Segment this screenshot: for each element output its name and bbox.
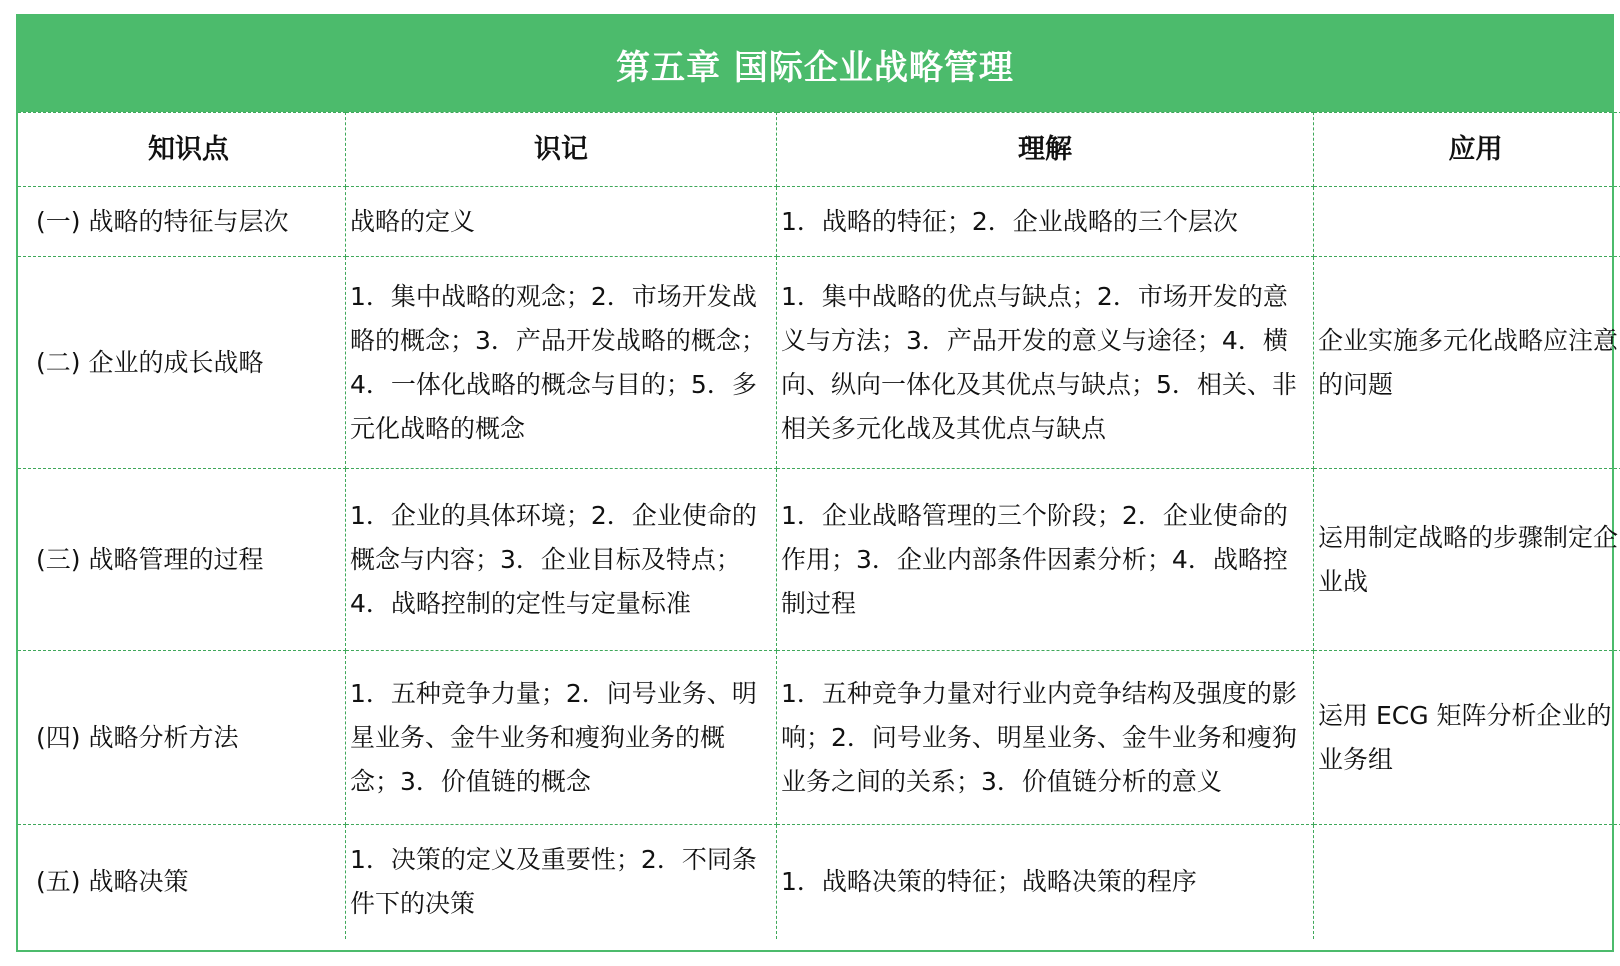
topic-cell: (二) 企业的成长战略 [18,257,346,469]
table-row [18,651,1620,825]
table-row [18,469,1620,651]
remember-cell: 1．五种竞争力量；2．问号业务、明星业务、金牛业务和瘦狗业务的概念；3．价值链的概念 [346,651,777,825]
topic-cell: (四) 战略分析方法 [18,651,346,825]
understand-cell: 1．五种竞争力量对行业内竞争结构及强度的影响；2．问号业务、明星业务、金牛业务和瘦狗业务之间的关系；3．价值链分析的意义 [777,651,1314,825]
apply-cell [1314,825,1620,939]
understand-cell: 1．战略决策的特征；战略决策的程序 [777,825,1314,939]
table-row [18,825,1620,939]
knowledge-table [18,112,1620,939]
understand-cell: 1．战略的特征；2．企业战略的三个层次 [777,187,1314,257]
header-apply: 应用 [1314,113,1620,187]
remember-cell: 1．集中战略的观念；2．市场开发战略的概念；3．产品开发战略的概念；4．一体化战略的概念与目的；5．多元化战略的概念 [346,257,777,469]
table-title: 第五章 国际企业战略管理 [18,16,1612,112]
topic-cell: (三) 战略管理的过程 [18,469,346,651]
understand-cell: 1．企业战略管理的三个阶段；2．企业使命的作用；3．企业内部条件因素分析；4．战略控制过程 [777,469,1314,651]
table-row [18,187,1620,257]
understand-cell: 1．集中战略的优点与缺点；2．市场开发的意义与方法；3．产品开发的意义与途径；4．横向、纵向一体化及其优点与缺点；5．相关、非相关多元化战及其优点与缺点 [777,257,1314,469]
header-topic: 知识点 [18,113,346,187]
apply-cell: 运用制定战略的步骤制定企业战 [1314,469,1620,651]
table-row [18,257,1620,469]
header-understand: 理解 [777,113,1314,187]
remember-cell: 1．决策的定义及重要性；2．不同条件下的决策 [346,825,777,939]
remember-cell: 1．企业的具体环境；2．企业使命的概念与内容；3．企业目标及特点；4．战略控制的定性与定量标准 [346,469,777,651]
header-remember: 识记 [346,113,777,187]
remember-cell: 战略的定义 [346,187,777,257]
header-row [18,113,1620,187]
chapter-table-card [16,14,1619,952]
apply-cell: 企业实施多元化战略应注意的问题 [1314,257,1620,469]
topic-cell: (五) 战略决策 [18,825,346,939]
apply-cell [1314,187,1620,257]
apply-cell: 运用 ECG 矩阵分析企业的业务组 [1314,651,1620,825]
topic-cell: (一) 战略的特征与层次 [18,187,346,257]
